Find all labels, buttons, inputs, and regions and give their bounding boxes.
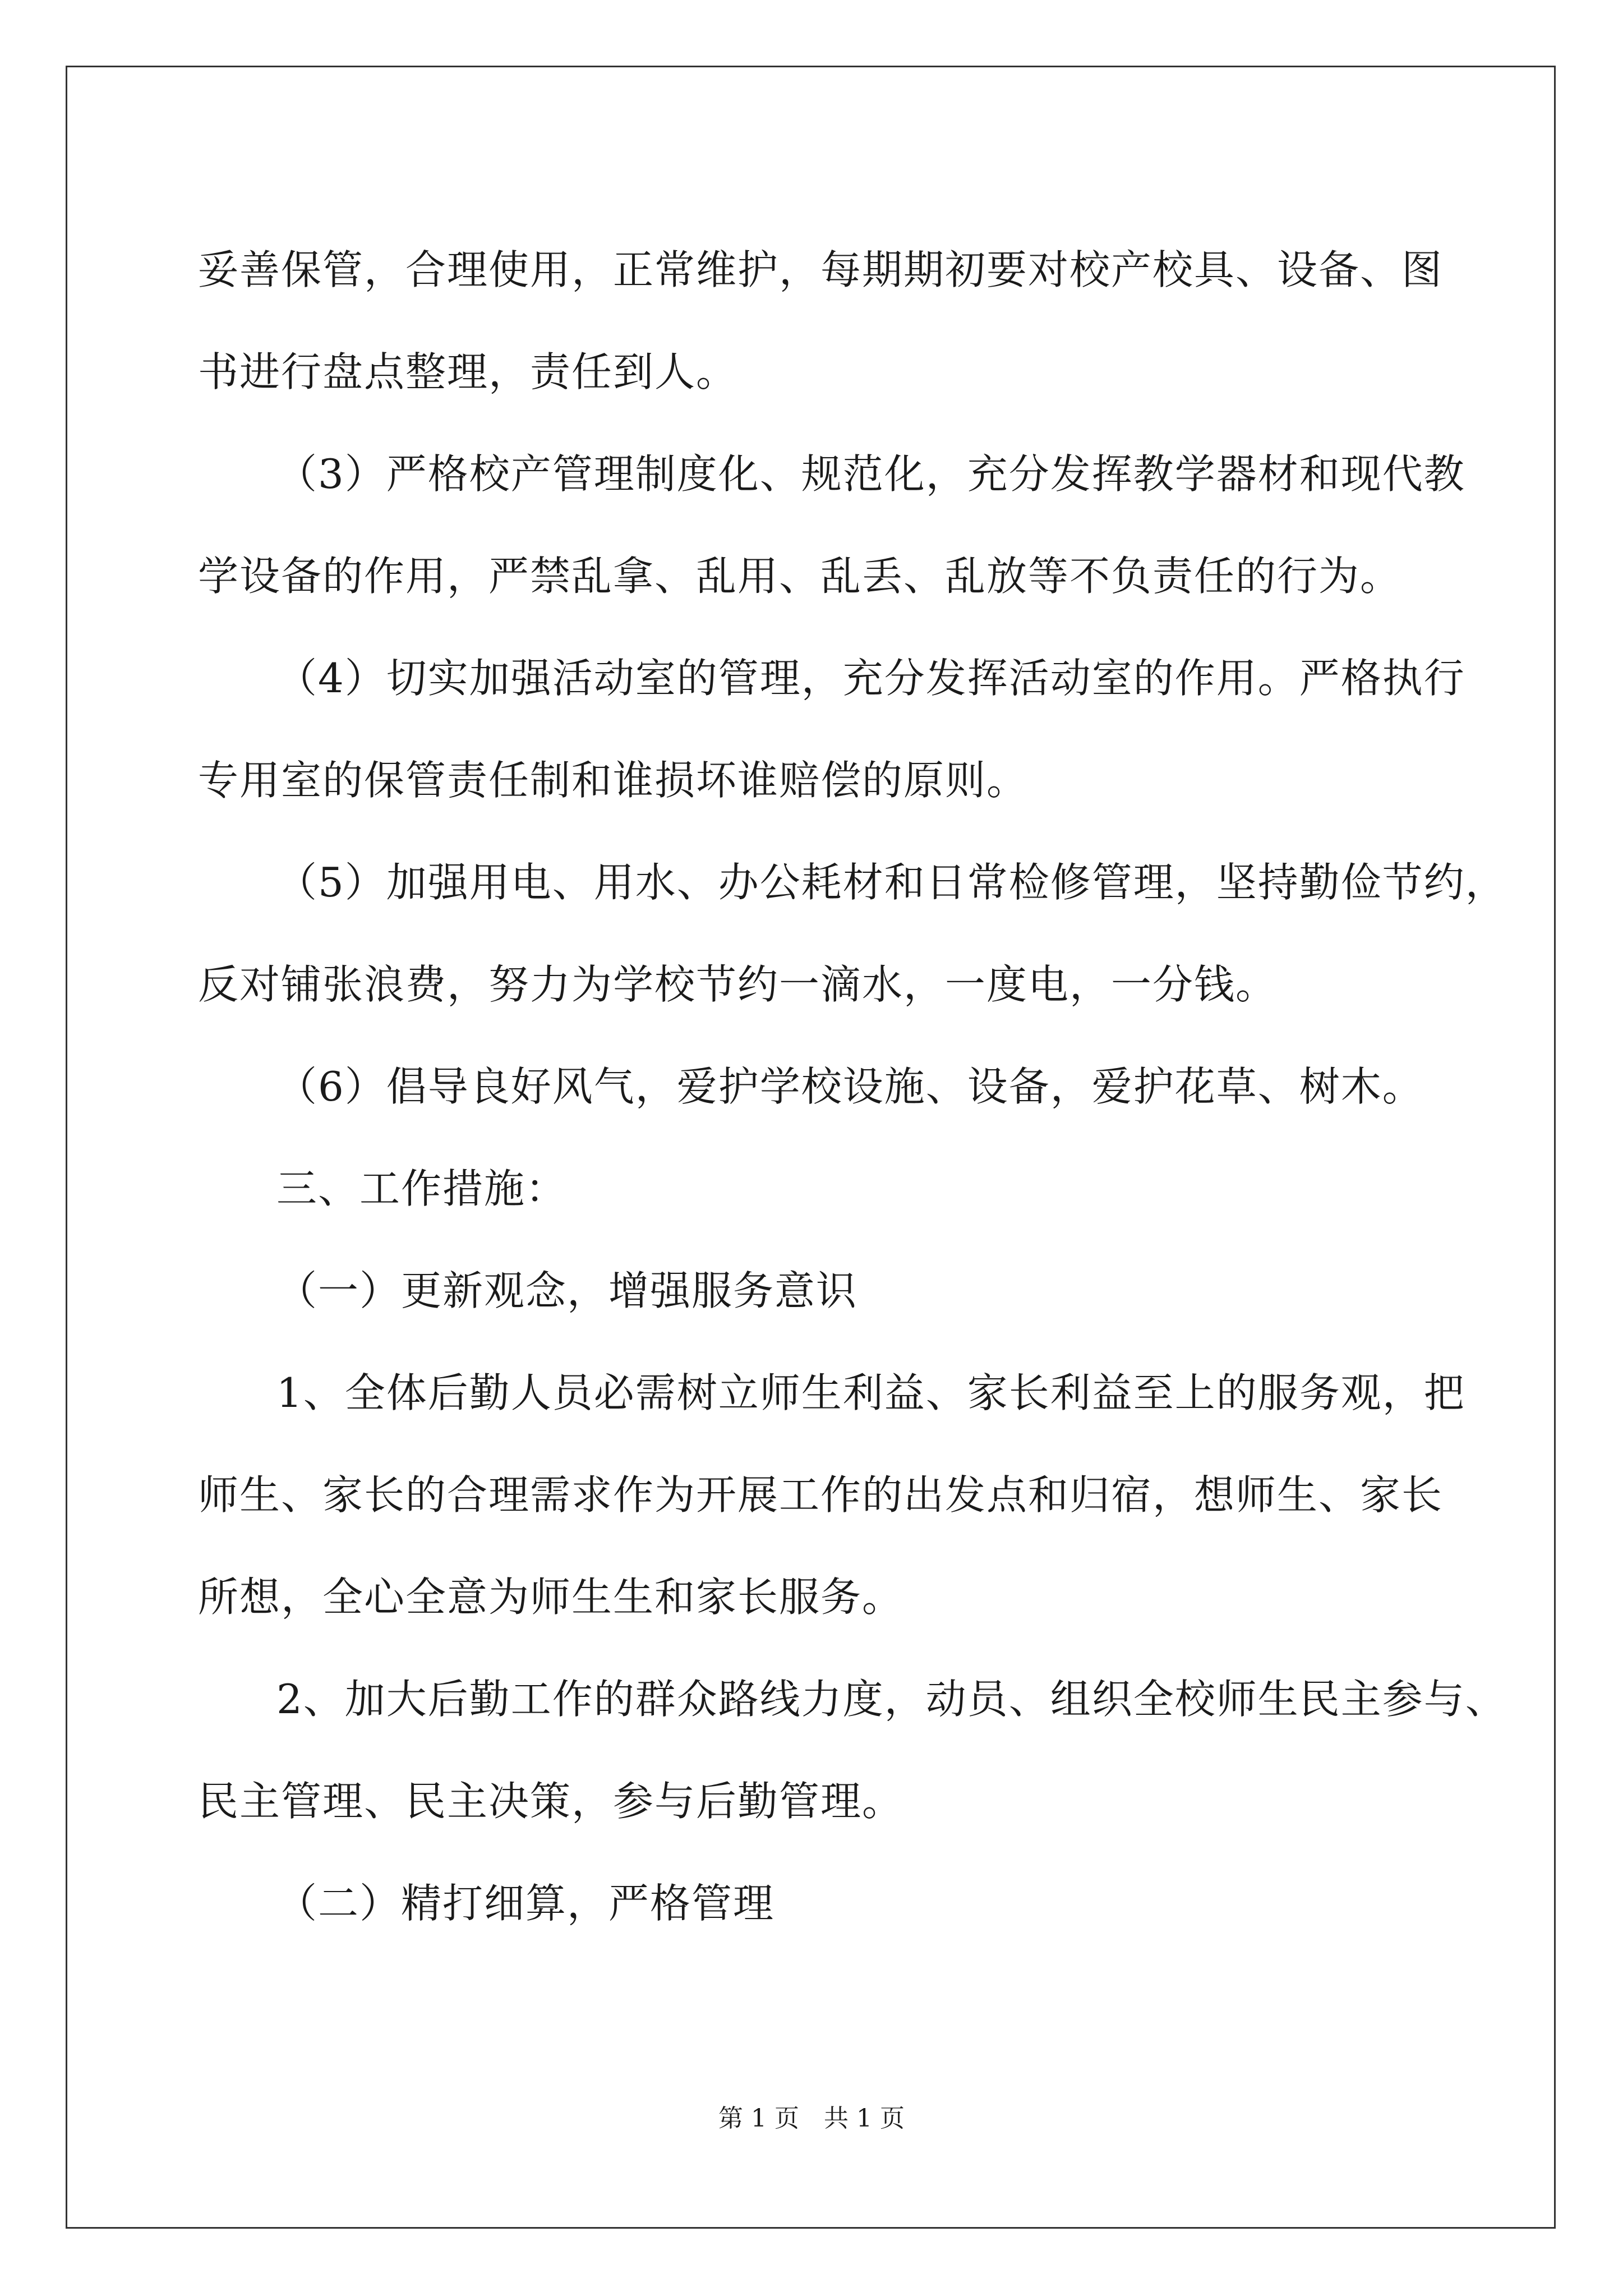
text-line: 所想，全心全意为师生生和家长服务。: [198, 1573, 904, 1621]
text-line: （5）加强用电、用水、办公耗材和日常检修管理，坚持勤俭节约，: [276, 859, 1507, 906]
text-line: 2、加大后勤工作的群众路线力度，动员、组织全校师生民主参与、: [276, 1676, 1507, 1723]
paragraph-5: [198, 1036, 1432, 1138]
paragraph-4: [198, 831, 1507, 1036]
document-body: [198, 219, 1507, 1954]
text-line: 书进行盘点整理，责任到人。: [198, 348, 738, 395]
text-line: （3）严格校产管理制度化、规范化，充分发挥教学器材和现代教: [276, 450, 1465, 498]
paragraph-1: [198, 219, 1444, 423]
text-line: 三、工作措施：: [276, 1165, 568, 1212]
text-line: 妥善保管，合理使用，正常维护，每期期初要对校产校具、设备、图: [198, 246, 1444, 293]
section-heading: [198, 1138, 1432, 1240]
subsection-heading-1: [198, 1240, 1432, 1342]
paragraph-7: [198, 1648, 1507, 1852]
paragraph-3: [198, 627, 1465, 831]
text-line: （6）倡导良好风气，爱护学校设施、设备，爱护花草、树木。: [276, 1063, 1424, 1110]
paragraph-2: [198, 423, 1465, 627]
paragraph-6: [198, 1342, 1465, 1648]
text-line: （4）切实加强活动室的管理，充分发挥活动室的作用。严格执行: [276, 655, 1465, 702]
text-line: 师生、家长的合理需求作为开展工作的出发点和归宿，想师生、家长: [198, 1471, 1444, 1519]
text-line: 民主管理、民主决策，参与后勤管理。: [198, 1778, 904, 1825]
text-line: 1、全体后勤人员必需树立师生利益、家长利益至上的服务观，把: [276, 1369, 1465, 1416]
text-line: 专用室的保管责任制和谁损坏谁赔偿的原则。: [198, 757, 1029, 804]
text-line: （一）更新观念，增强服务意识: [276, 1267, 858, 1314]
text-line: （二）精打细算，严格管理: [276, 1880, 775, 1927]
subsection-heading-2: [198, 1852, 1432, 1954]
page-number-footer: 第 1 页 共 1 页: [718, 2104, 905, 2133]
text-line: 学设备的作用，严禁乱拿、乱用、乱丢、乱放等不负责任的行为。: [198, 553, 1402, 600]
text-line: 反对铺张浪费，努力为学校节约一滴水，一度电，一分钱。: [198, 961, 1278, 1008]
